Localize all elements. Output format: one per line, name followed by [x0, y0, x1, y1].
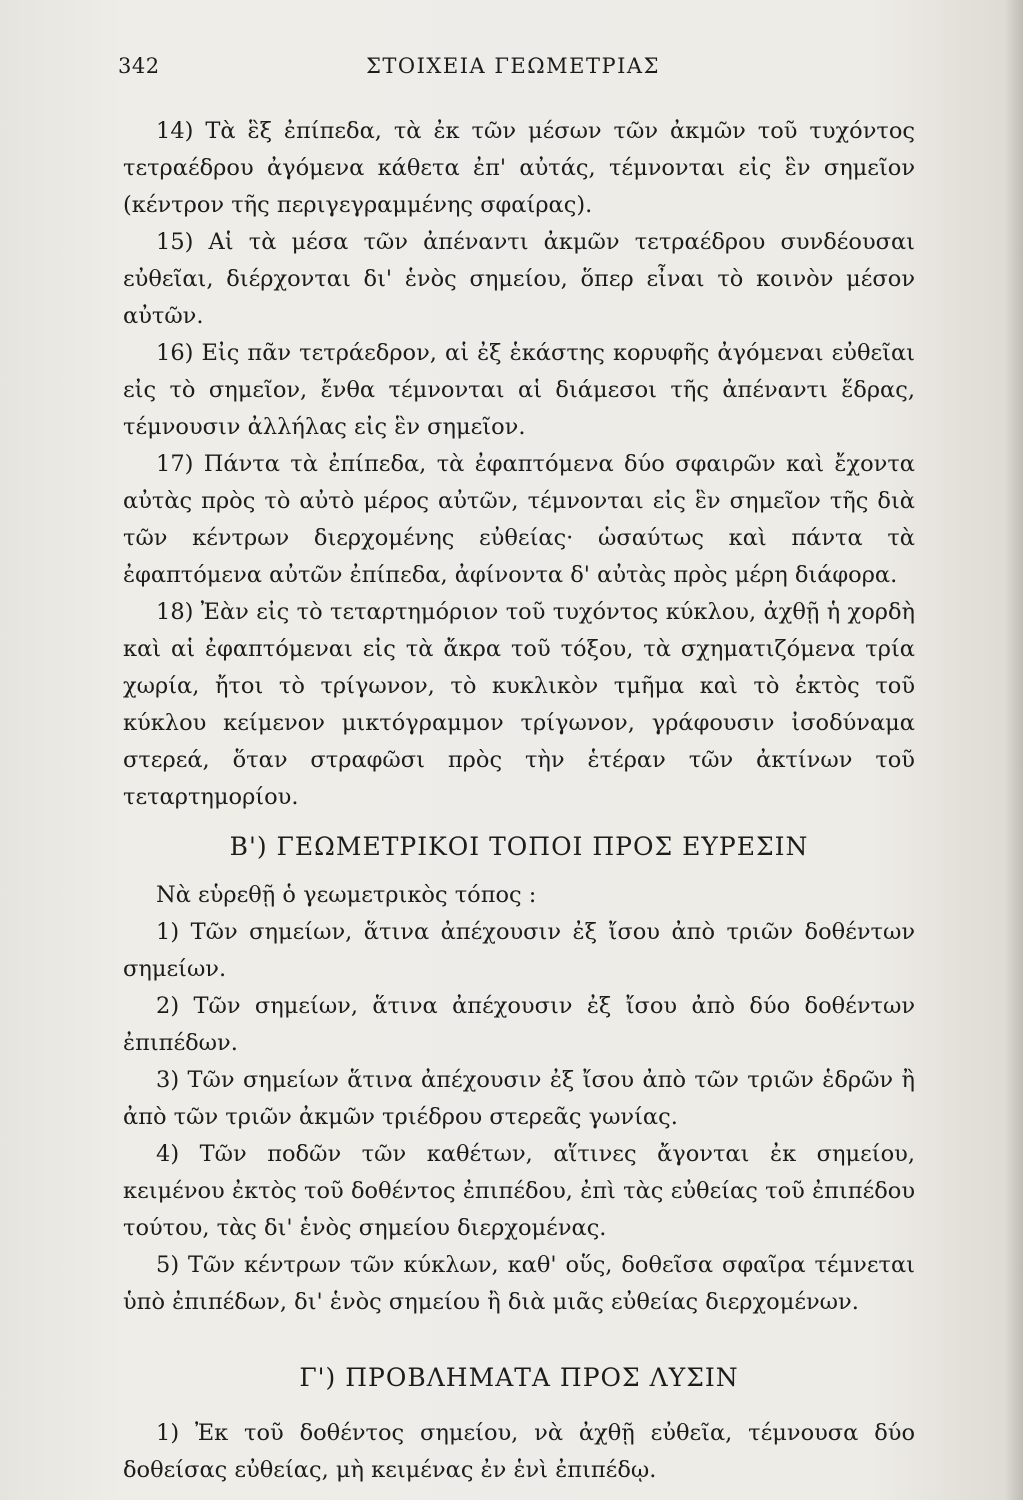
locus-item-1: 1) Τῶν σημείων, ἅτινα ἀπέχουσιν ἐξ ἴσου ἀπὸ τριῶν δοθέντων σημείων. [123, 919, 915, 982]
page-number: 342 [118, 54, 160, 78]
theorem-16: 16) Εἰς πᾶν τετράεδρον, αἱ ἐξ ἑκάστης κορυφῆς ἀγόμεναι εὐθεῖαι εἰς τὸ σημεῖον, ἔνθα τέμνονται αἱ διάμεσοι τῆς ἀπέναντι ἕδρας, τέμνουσιν ἀλλήλας εἰς ἓν σημεῖον. [123, 340, 915, 440]
running-title: ΣΤΟΙΧΕΙΑ ΓΕΩΜΕΤΡΙΑΣ [366, 54, 660, 78]
section-c-heading: Γ') ΠΡΟΒΛΗΜΑΤΑ ΠΡΟΣ ΛΥΣΙΝ [299, 1363, 739, 1392]
page-header [118, 54, 908, 84]
theorem-18: 18) Ἐὰν εἰς τὸ τεταρτημόριον τοῦ τυχόντος κύκλου, ἀχθῇ ἡ χορδὴ καὶ αἱ ἐφαπτόμεναι εἰς τὰ ἄκρα τοῦ τόξου, τὰ σχηματιζόμενα τρία χωρία, ἤτοι τὸ τρίγωνον, τὸ κυκλικὸν τμῆμα καὶ τὸ ἐκτὸς τοῦ κύκλου κείμενον μικτόγραμμον τρίγωνον, γράφουσιν ἰσοδύναμα στερεά, ὅταν στραφῶσι πρὸς τὴν ἑτέραν τῶν ἀκτίνων τοῦ τεταρτημορίου. [123, 599, 915, 810]
theorem-17: 17) Πάντα τὰ ἐπίπεδα, τὰ ἐφαπτόμενα δύο σφαιρῶν καὶ ἔχοντα αὐτὰς πρὸς τὸ αὐτὸ μέρος αὐτῶν, τέμνονται εἰς ἓν σημεῖον τῆς διὰ τῶν κέντρων διερχομένης εὐθείας· ὡσαύτως καὶ πάντα τὰ ἐφαπτόμενα αὐτῶν ἐπίπεδα, ἀφίνοντα δ' αὐτὰς πρὸς μέρη διάφορα. [123, 451, 915, 588]
locus-item-4: 4) Τῶν ποδῶν τῶν καθέτων, αἵτινες ἄγονται ἐκ σημείου, κειμένου ἐκτὸς τοῦ δοθέντος ἐπιπέδου, ἐπὶ τὰς εὐθείας τοῦ ἐπιπέδου τούτου, τὰς δι' ἑνὸς σημείου διερχομένας. [123, 1141, 915, 1241]
page-edge-shadow [1005, 0, 1023, 1500]
section-b-lead: Νὰ εὑρεθῇ ὁ γεωμετρικὸς τόπος : [156, 882, 537, 908]
locus-item-5: 5) Τῶν κέντρων τῶν κύκλων, καθ' οὕς, δοθεῖσα σφαῖρα τέμνεται ὑπὸ ἐπιπέδων, δι' ἑνὸς σημείου ἢ διὰ μιᾶς εὐθείας διερχομένων. [123, 1252, 915, 1315]
theorem-15: 15) Αἱ τὰ μέσα τῶν ἀπέναντι ἀκμῶν τετραέδρου συνδέουσαι εὐθεῖαι, διέρχονται δι' ἑνὸς σημείου, ὅπερ εἶναι τὸ κοινὸν μέσον αὐτῶν. [123, 229, 915, 329]
problem-item-1: 1) Ἐκ τοῦ δοθέντος σημείου, νὰ ἀχθῇ εὐθεῖα, τέμνουσα δύο δοθείσας εὐθείας, μὴ κειμένας ἐν ἑνὶ ἐπιπέδῳ. [123, 1420, 915, 1483]
locus-item-2: 2) Τῶν σημείων, ἅτινα ἀπέχουσιν ἐξ ἴσου ἀπὸ δύο δοθέντων ἐπιπέδων. [123, 993, 915, 1056]
locus-item-3: 3) Τῶν σημείων ἅτινα ἀπέχουσιν ἐξ ἴσου ἀπὸ τῶν τριῶν ἑδρῶν ἢ ἀπὸ τῶν τριῶν ἀκμῶν τριέδρου στερεᾶς γωνίας. [123, 1067, 915, 1130]
theorem-14: 14) Τὰ ἓξ ἐπίπεδα, τὰ ἐκ τῶν μέσων τῶν ἀκμῶν τοῦ τυχόντος τετραέδρου ἀγόμενα κάθετα ἐπ' αὐτάς, τέμνονται εἰς ἓν σημεῖον (κέντρον τῆς περιγεγραμμένης σφαίρας). [123, 118, 915, 218]
page-body [123, 113, 915, 1489]
section-b-heading: Β') ΓΕΩΜΕΤΡΙΚΟΙ ΤΟΠΟΙ ΠΡΟΣ ΕΥΡΕΣΙΝ [229, 832, 809, 861]
